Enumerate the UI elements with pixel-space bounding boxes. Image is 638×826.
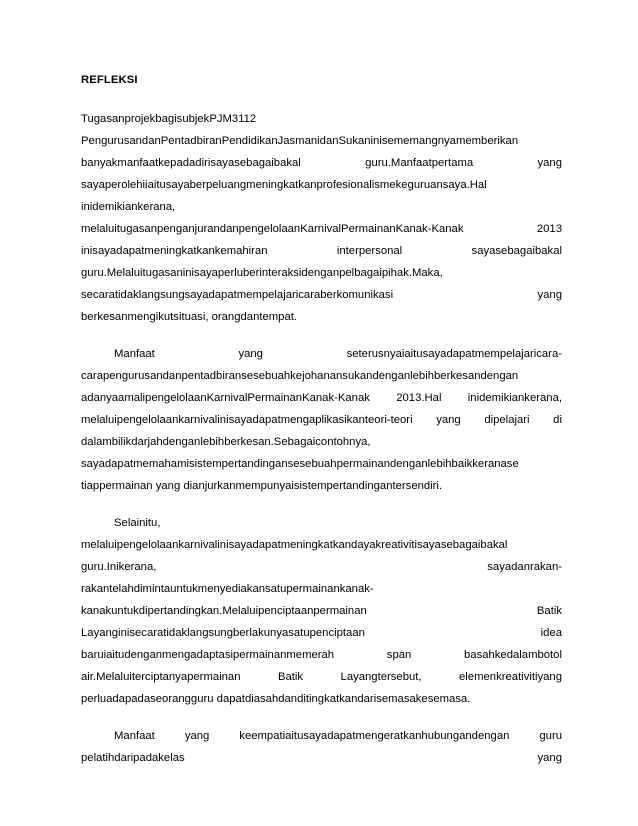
text-segment: Batik	[277, 671, 304, 683]
text-line	[81, 409, 562, 431]
text-line	[81, 431, 562, 453]
text-segment: guru.Manfaatpertama	[365, 157, 474, 169]
text-segment: banyakmanfaatkepadadirisayasebagaibakal	[81, 157, 301, 169]
text-segment: Layanginisecaratidaklangsungberlakunyasatupenciptaan	[81, 627, 365, 639]
text-segment: sayadapatmemahamisistempertandingansesebuahpermainandenganlebihbaikkeranase	[81, 458, 519, 470]
text-segment: keempatiaitusayadapatmengeratkanhubungandengan	[239, 730, 510, 742]
text-line	[81, 387, 562, 409]
text-line	[81, 343, 562, 365]
text-line	[81, 453, 562, 475]
text-segment: berkesanmengikutsituasi, orangdantempat.	[81, 311, 298, 323]
paragraph-gap	[81, 328, 562, 343]
text-segment: yang	[184, 730, 210, 742]
text-segment: sayadanrakan-	[487, 561, 562, 573]
text-segment: pelatihdaripadakelas	[81, 752, 185, 764]
text-segment: Manfaat	[114, 348, 155, 360]
text-segment: baruiaitudenganmengadaptasipermainanmemerah	[81, 649, 335, 661]
page-title: REFLEKSI	[81, 74, 138, 86]
text-segment: melaluipengelolaankarnivalinisayadapatmeningkatkandayakreativitisayasebagaibakal	[81, 539, 508, 551]
text-segment: yang	[537, 752, 562, 764]
text-segment: seterusnyaiaitusayadapatmempelajaricara-	[346, 348, 562, 360]
text-line	[81, 475, 562, 497]
text-segment: guru.Melaluitugasaninisayaperluberinteraksidenganpelbagaipihak.Maka,	[81, 267, 443, 279]
text-segment: Layangtersebut,	[340, 671, 422, 683]
text-line	[81, 284, 562, 306]
text-segment: elemenkreativitiyang	[459, 671, 562, 683]
text-line	[81, 666, 562, 688]
text-segment: rakantelahdimintauntukmenyediakansatupermainankanak-	[81, 583, 374, 595]
text-line	[81, 578, 562, 600]
text-segment: basahkedalambotol	[464, 649, 562, 661]
text-segment: Selainitu,	[114, 517, 161, 529]
text-segment: di	[553, 414, 562, 426]
text-segment: yang	[238, 348, 263, 360]
text-segment: Manfaat	[114, 730, 155, 742]
text-segment: melaluitugasanpenganjurandanpengelolaanKarnivalPermainanKanak-Kanak	[81, 223, 464, 235]
text-line	[81, 306, 562, 328]
text-segment: interpersonal	[336, 245, 403, 257]
text-segment: air.Melaluiterciptanyapermainan	[81, 671, 241, 683]
text-segment: perluadapadaseorangguru dapatdiasahdanditingkatkandarisemasakesemasa.	[81, 693, 471, 705]
text-segment: dalambilikdarjahdenganlebihberkesan.Sebagaicontohnya,	[81, 436, 371, 448]
paragraph-gap	[81, 497, 562, 512]
text-segment: dipelajari	[484, 414, 530, 426]
text-line	[81, 688, 562, 710]
text-segment: sayaperolehiiaitusayaberpeluangmeningkatkanprofesionalismekeguruansaya.Hal	[81, 179, 487, 191]
text-segment: inidemikiankerana,	[467, 392, 562, 404]
text-segment: guru.Inikerana,	[81, 561, 157, 573]
text-segment: guru	[539, 730, 562, 742]
text-segment: sayasebagaibakal	[471, 245, 562, 257]
text-segment: 2013.Hal	[396, 392, 442, 404]
text-line	[81, 644, 562, 666]
text-line	[81, 556, 562, 578]
text-segment: yang	[436, 414, 461, 426]
text-line	[81, 262, 562, 284]
document-body	[81, 108, 562, 769]
paragraph-gap	[81, 710, 562, 725]
text-segment: TugasanprojekbagisubjekPJM3112	[81, 113, 257, 125]
text-segment: PengurusandanPentadbiranPendidikanJasmanidanSukaninisememangnyamemberikan	[81, 135, 519, 147]
text-segment: yang	[537, 157, 562, 169]
text-segment: melaluipengelolaankarnivalinisayadapatmengaplikasikanteori-teori	[81, 414, 413, 426]
text-line	[81, 152, 562, 174]
text-segment: Batik	[536, 605, 562, 617]
text-segment: secaratidaklangsungsayadapatmempelajaricaraberkomunikasi	[81, 289, 394, 301]
text-line	[81, 240, 562, 262]
text-line	[81, 130, 562, 152]
text-line	[81, 196, 562, 218]
text-segment: inisayadapatmeningkatkankemahiran	[81, 245, 268, 257]
text-line	[81, 622, 562, 644]
text-segment: inidemikiankerana,	[81, 201, 176, 213]
text-line	[81, 747, 562, 769]
text-segment: idea	[540, 627, 562, 639]
text-line	[81, 534, 562, 556]
text-line	[81, 108, 562, 130]
text-segment: tiappermainan yang dianjurkanmempunyaisistempertandingantersendiri.	[81, 480, 443, 492]
text-line	[81, 218, 562, 240]
text-line	[81, 512, 562, 534]
text-segment: yang	[537, 289, 562, 301]
text-segment: carapengurusandanpentadbiransesebuahkejohanansukandenganlebihberkesandengan	[81, 370, 519, 382]
text-line	[81, 725, 562, 747]
text-segment: span	[386, 649, 412, 661]
text-line	[81, 600, 562, 622]
text-segment: 2013	[536, 223, 562, 235]
text-segment: kanakuntukdipertandingkan.Melaluipenciptaanpermainan	[81, 605, 367, 617]
text-line	[81, 174, 562, 196]
text-line	[81, 365, 562, 387]
text-segment: adanyaamalipengelolaanKarnivalPermainanKanak-Kanak	[81, 392, 370, 404]
